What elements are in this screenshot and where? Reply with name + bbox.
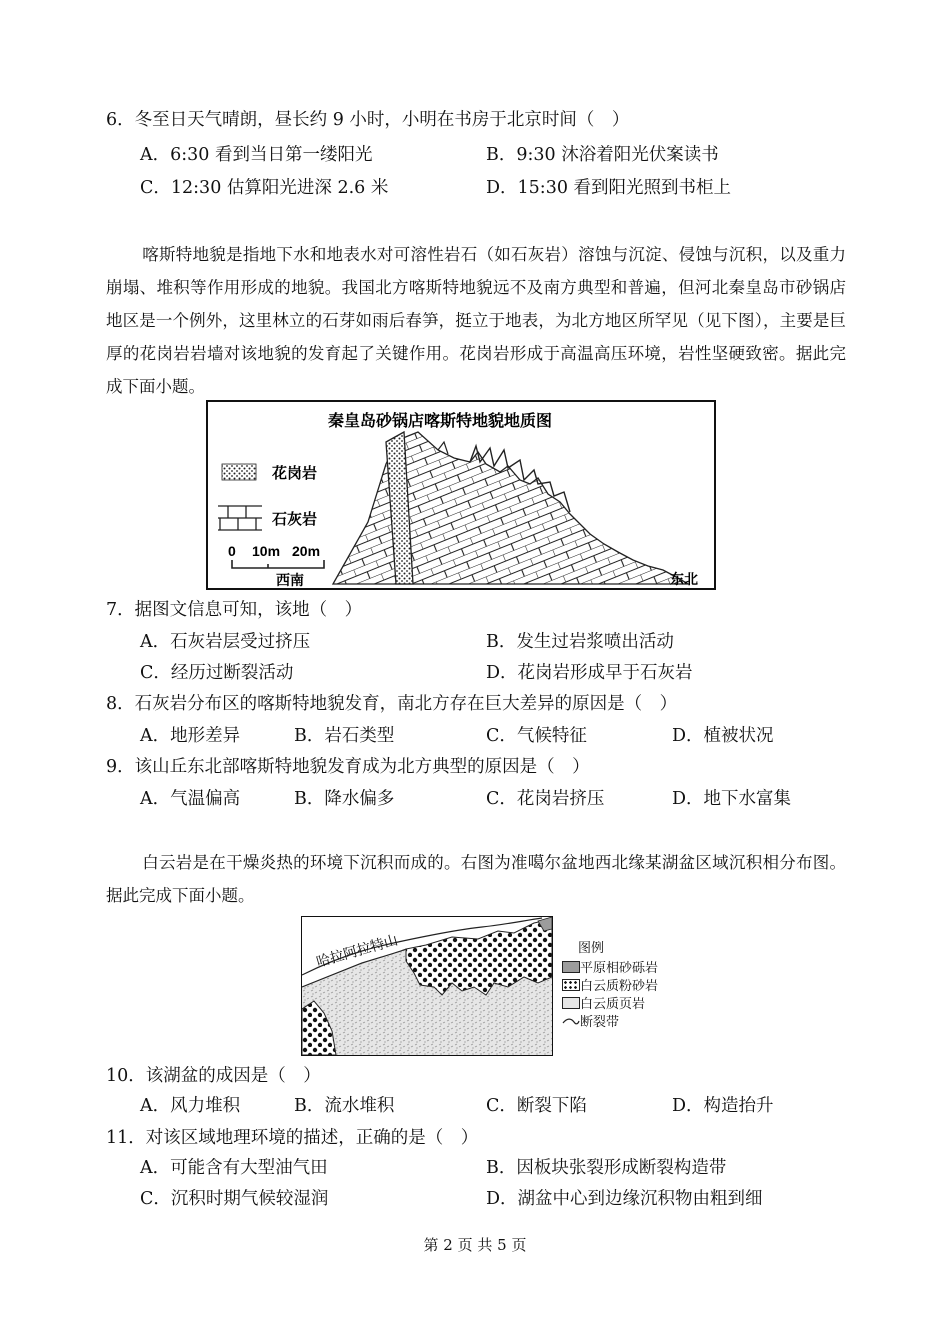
q8-option-a: A．地形差异 [140, 726, 241, 746]
legend-limestone-label: 石灰岩 [272, 510, 318, 528]
q9-option-c: C．花岗岩挤压 [486, 789, 605, 809]
q10-option-b: B．流水堆积 [294, 1096, 395, 1116]
q11-option-c: C．沉积时期气候较湿润 [140, 1189, 329, 1209]
legend-granite-swatch [222, 464, 256, 480]
passage-dolomite [106, 846, 846, 912]
q8-option-d: D．植被状况 [672, 726, 774, 746]
q10-option-d: D．构造抬升 [672, 1096, 774, 1116]
page-footer: 第 2 页 共 5 页 [423, 1236, 527, 1254]
q6-option-d: D．15:30 看到阳光照到书柜上 [486, 178, 732, 198]
q9-stem: 9．该山丘东北部喀斯特地貌发育成为北方典型的原因是（ ） [106, 757, 590, 777]
fig2-legend-row-2 [562, 978, 658, 995]
fig2-legend-title: 图例 [578, 941, 605, 956]
q10-option-c: C．断裂下陷 [486, 1096, 587, 1116]
passage-dolomite-text: 白云岩是在干燥炎热的环境下沉积而成的。右图为准噶尔盆地西北缘某湖盆区域沉积相分布图。据此完成下面小题。 [106, 853, 846, 905]
direction-northeast: 东北 [670, 572, 698, 588]
q7-option-c: C．经历过断裂活动 [140, 663, 294, 683]
fig2-legend-row-1 [562, 960, 658, 977]
fig2-legend-row-3 [562, 996, 645, 1013]
q11-stem: 11．对该区域地理环境的描述，正确的是（ ） [106, 1128, 479, 1148]
legend-shale-swatch [562, 997, 580, 1009]
legend-granite-label: 花岗岩 [272, 464, 318, 482]
q8-option-c: C．气候特征 [486, 726, 587, 746]
q8-stem: 8．石灰岩分布区的喀斯特地貌发育，南北方存在巨大差异的原因是（ ） [106, 694, 678, 714]
q7-stem: 7．据图文信息可知，该地（ ） [106, 600, 363, 620]
scale-20m: 20m [292, 543, 321, 559]
q7-option-b: B．发生过岩浆喷出活动 [486, 632, 674, 652]
legend-plain-label: 平原相砂砾岩 [580, 961, 659, 976]
direction-southwest: 西南 [276, 573, 304, 588]
q11-option-d: D．湖盆中心到边缘沉积物由粗到细 [486, 1189, 763, 1209]
basin-facies-map [301, 916, 553, 1056]
q6-option-b: B．9:30 沐浴着阳光伏案读书 [486, 145, 719, 165]
legend-shale-label: 白云质页岩 [580, 997, 646, 1012]
passage-karst-text: 喀斯特地貌是指地下水和地表水对可溶性岩石（如石灰岩）溶蚀与沉淀、侵蚀与沉积，以及重力崩塌、堆积等作用形成的地貌。我国北方喀斯特地貌远不及南方典型和普遍，但河北秦皇岛市砂锅店地区是一个例外，这里林立的石芽如雨后春笋，挺立于地表，为北方地区所罕见（见下图），主要是巨厚的花岗岩岩墙对该地貌的发育起了关键作用。花岗岩形成于高温高压环境，岩性坚硬致密。据此完成下面小题。 [106, 245, 846, 396]
q11-option-b: B．因板块张裂形成断裂构造带 [486, 1158, 727, 1178]
basin-facies-svg [302, 917, 552, 1055]
q7-option-d: D．花岗岩形成早于石灰岩 [486, 663, 693, 683]
q9-option-b: B．降水偏多 [294, 789, 395, 809]
legend-siltstone-swatch [562, 979, 580, 991]
q6-stem: 6．冬至日天气晴朗，昼长约 9 小时，小明在书房于北京时间（ ） [106, 110, 630, 130]
q6-option-c: C．12:30 估算阳光进深 2.6 米 [140, 178, 389, 198]
q6-option-a: A．6:30 看到当日第一缕阳光 [140, 145, 373, 165]
q10-option-a: A．风力堆积 [140, 1096, 241, 1116]
karst-geology-figure [206, 400, 716, 590]
q9-option-d: D．地下水富集 [672, 789, 792, 809]
karst-geology-diagram [208, 402, 714, 588]
scale-10m: 10m [252, 543, 281, 559]
q8-option-b: B．岩石类型 [294, 726, 395, 746]
scale-0: 0 [228, 543, 236, 559]
fig2-legend-row-4 [562, 1014, 619, 1031]
legend-fault-swatch [562, 1017, 580, 1027]
legend-siltstone-label: 白云质粉砂岩 [580, 979, 659, 994]
q7-option-a: A．石灰岩层受过挤压 [140, 632, 311, 652]
scale-bar [232, 560, 324, 568]
mountain-label: 哈拉阿拉特山 [314, 932, 400, 971]
q9-option-a: A．气温偏高 [140, 789, 241, 809]
q10-stem: 10．该湖盆的成因是（ ） [106, 1066, 321, 1086]
q11-option-a: A．可能含有大型油气田 [140, 1158, 328, 1178]
passage-karst [106, 238, 846, 403]
fig1-title: 秦皇岛砂锅店喀斯特地貌地质图 [328, 413, 553, 430]
legend-plain-swatch [562, 961, 580, 973]
legend-limestone-swatch [218, 506, 262, 530]
legend-fault-label: 断裂带 [580, 1015, 620, 1030]
